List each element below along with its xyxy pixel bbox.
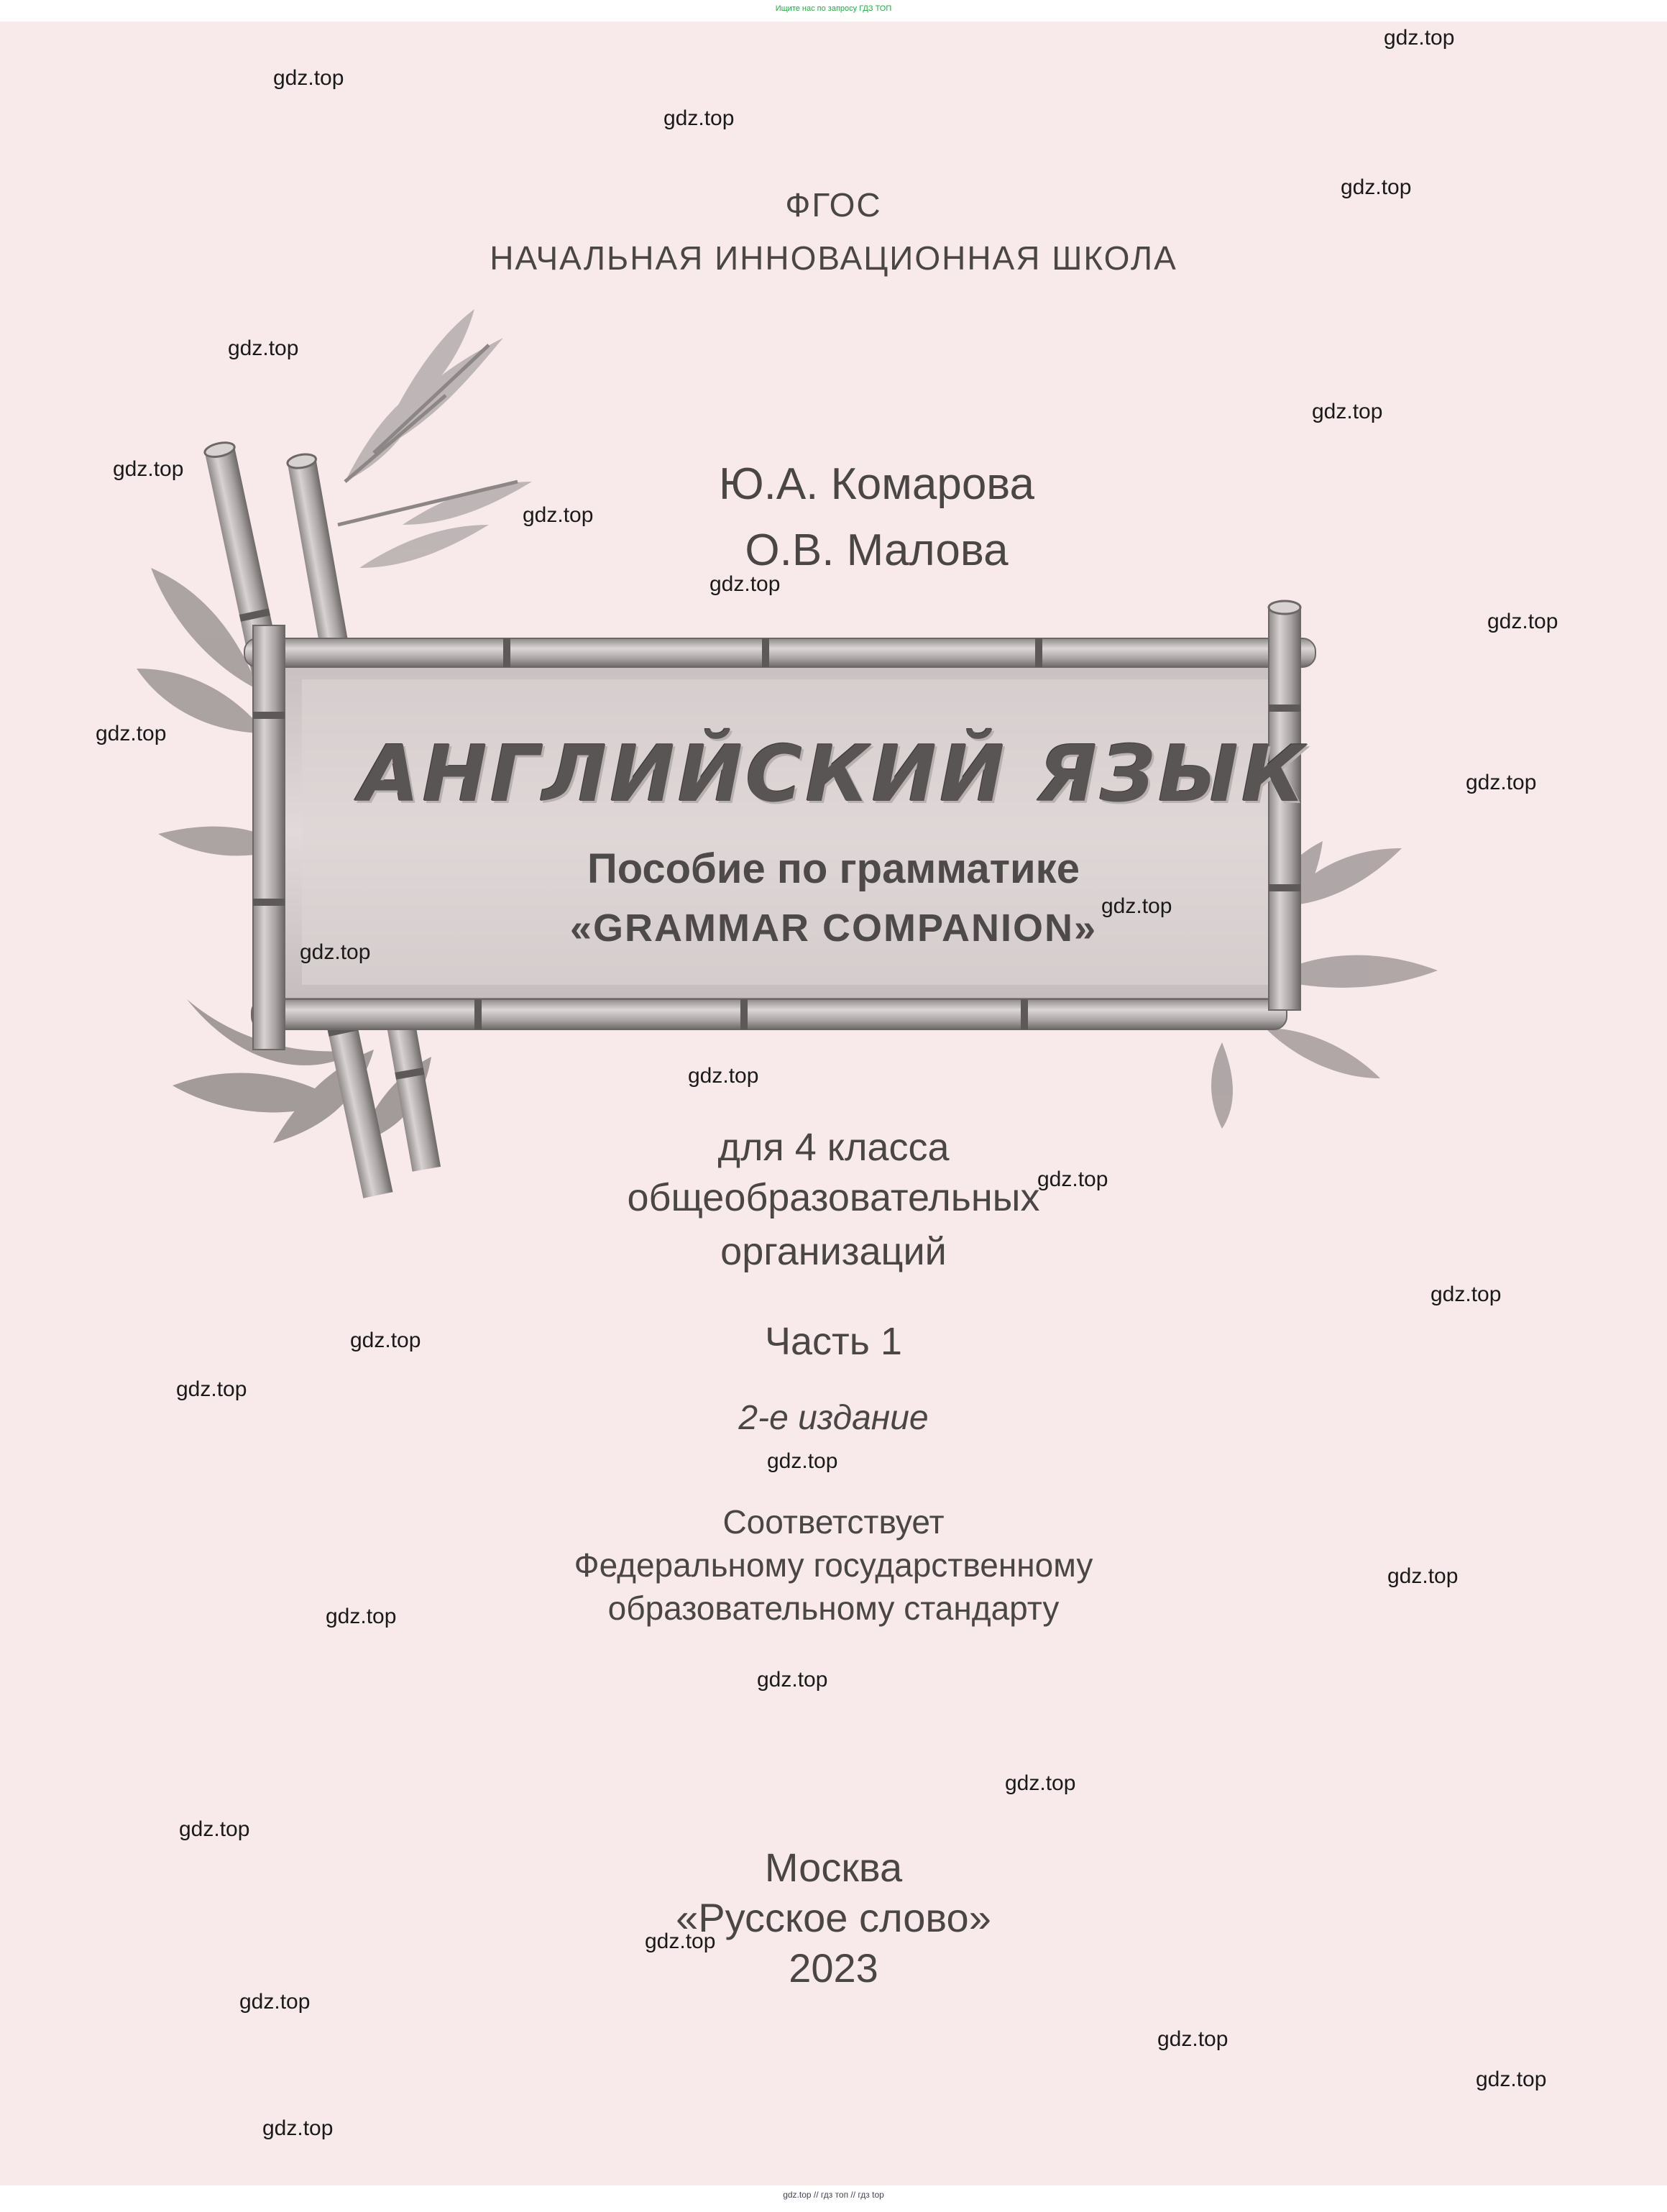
watermark: gdz.top (326, 1605, 397, 1628)
watermark: gdz.top (113, 457, 184, 481)
grade-line-3: организаций (720, 1230, 947, 1273)
watermark: gdz.top (300, 940, 371, 964)
watermark: gdz.top (1312, 400, 1383, 423)
watermark: gdz.top (1387, 1564, 1459, 1588)
fgos-label: ФГОС (785, 186, 882, 224)
standard-line-1: Соответствует (722, 1503, 945, 1541)
watermark: gdz.top (239, 1990, 311, 2014)
watermark: gdz.top (663, 106, 735, 130)
watermark: gdz.top (179, 1817, 250, 1841)
watermark: gdz.top (1157, 2027, 1229, 2051)
watermark: gdz.top (1487, 610, 1558, 633)
watermark: gdz.top (645, 1929, 716, 1953)
watermark: gdz.top (757, 1668, 828, 1692)
watermark: gdz.top (350, 1328, 421, 1352)
watermark: gdz.top (767, 1449, 838, 1473)
watermark: gdz.top (1431, 1282, 1502, 1306)
watermark: gdz.top (228, 336, 299, 360)
bamboo-frame-bottom (252, 999, 1287, 1029)
watermark: gdz.top (709, 572, 781, 596)
bamboo-frame-top (244, 638, 1315, 667)
standard-line-2: Федеральному государственному (574, 1546, 1093, 1584)
watermark: gdz.top (176, 1377, 247, 1401)
publisher-city: Москва (764, 1845, 903, 1890)
watermark: gdz.top (1384, 26, 1455, 50)
publisher-name: «Русское слово» (676, 1895, 991, 1940)
author-1: Ю.А. Комарова (718, 459, 1035, 509)
author-2: О.В. Малова (745, 526, 1009, 575)
watermark: gdz.top (1101, 894, 1172, 918)
publication-year: 2023 (789, 1945, 878, 1991)
top-banner[interactable]: Ищите нас по запросу ГДЗ ТОП (775, 4, 892, 13)
watermark: gdz.top (1005, 1771, 1076, 1795)
grade-line-2: общеобразовательных (627, 1176, 1040, 1219)
watermark: gdz.top (1466, 771, 1537, 794)
watermark: gdz.top (523, 503, 594, 527)
watermark: gdz.top (262, 2116, 334, 2140)
watermark: gdz.top (1341, 175, 1412, 199)
grammar-companion-label: «GRAMMAR COMPANION» (569, 907, 1097, 950)
watermark: gdz.top (1476, 2068, 1547, 2091)
watermark: gdz.top (96, 722, 167, 745)
book-subtitle: Пособие по грамматике (587, 845, 1080, 892)
part-number: Часть 1 (765, 1320, 902, 1363)
watermark: gdz.top (1037, 1167, 1108, 1191)
bamboo-frame-left (253, 625, 285, 1050)
watermark: gdz.top (273, 66, 344, 90)
series-name: НАЧАЛЬНАЯ ИННОВАЦИОННАЯ ШКОЛА (490, 239, 1177, 277)
grade-line-1: для 4 класса (717, 1126, 950, 1169)
standard-line-3: образовательному стандарту (607, 1589, 1060, 1627)
watermark: gdz.top (688, 1064, 759, 1088)
footer-credit-link[interactable]: gdz.top // гдз топ // гдз top (783, 2190, 884, 2200)
book-title: АНГЛИЙСКИЙ ЯЗЫК (359, 730, 1308, 820)
edition-label: 2-е издание (738, 1399, 929, 1437)
